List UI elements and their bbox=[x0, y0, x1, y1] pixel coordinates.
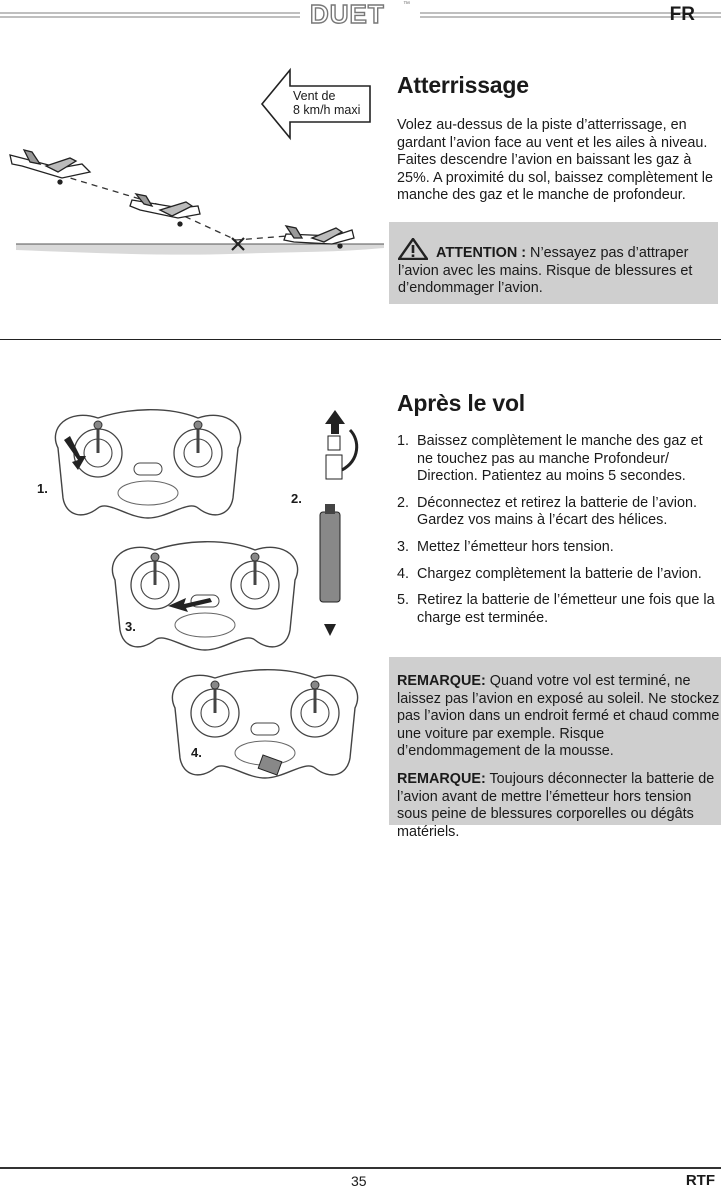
page-number: 35 bbox=[351, 1173, 367, 1189]
list-item: 2. Déconnectez et retirez la batterie de l’avion. Gardez vos mains à l’écart des hélices. bbox=[397, 494, 697, 529]
section-title-after-flight: Après le vol bbox=[397, 390, 525, 416]
svg-text:DUET: DUET bbox=[310, 0, 385, 28]
list-item: 3. Mettez l’émetteur hors tension. bbox=[397, 538, 614, 555]
note-box bbox=[389, 657, 721, 840]
wind-label-line2: 8 km/h maxi bbox=[293, 103, 361, 117]
plane-icon bbox=[130, 194, 200, 226]
note-2: REMARQUE: Toujours déconnecter la batterie de l’avion avant de mettre l’émetteur hors tension sous peine de blessures corporelles ou dégâts matériels. bbox=[397, 770, 715, 840]
footer-rule bbox=[0, 1167, 721, 1169]
warning-text: N’essayez pas d’attraper l’avion avec les mains. Risque de blessures et d’endommager l’avion. bbox=[398, 245, 693, 297]
transmitter-icon bbox=[55, 410, 240, 518]
figure-label-4: 4. bbox=[191, 745, 202, 760]
duet-logo-icon bbox=[306, 0, 414, 28]
list-item: 1. Baissez complètement le manche des gaz et ne touchez pas au manche Profondeur/ Direction. Patientez au moins 5 secondes. bbox=[397, 433, 703, 485]
transmitter-icon bbox=[112, 542, 297, 650]
plane-icon bbox=[10, 150, 90, 184]
landing-body: Volez au-dessus de la piste d’atterrissage, en gardant l’avion face au vent et les ailes à niveau. Faites descendre l’avion en baissant les gaz à 25%. A proximité du sol, baissez complètement le manche des gaz et le manche de profondeur. bbox=[397, 117, 713, 204]
trademark: ™ bbox=[403, 1, 410, 8]
product-code: RTF bbox=[685, 1172, 715, 1189]
warning-box bbox=[389, 222, 718, 304]
steps-list bbox=[397, 433, 719, 636]
language-tag: FR bbox=[669, 4, 695, 25]
list-item: 4. Chargez complètement la batterie de l’avion. bbox=[397, 565, 702, 582]
section-title-landing: Atterrissage bbox=[397, 72, 529, 98]
after-flight-illustration bbox=[30, 400, 380, 820]
note-1: REMARQUE: Quand votre vol est terminé, ne laissez pas l’avion en exposé au soleil. Ne stockez pas l’avion dans un endroit fermé et chaud comme une voiture par exemple. Risque d’endommagement de la mousse. bbox=[397, 673, 720, 760]
figure-label-1: 1. bbox=[37, 481, 48, 496]
warning-label: ATTENTION : bbox=[436, 245, 527, 261]
wind-label-line1: Vent de bbox=[293, 89, 336, 103]
wind-label bbox=[293, 89, 360, 117]
brand-logo bbox=[306, 0, 414, 28]
warning-triangle-icon bbox=[398, 238, 428, 260]
list-item: 5. Retirez la batterie de l’émetteur une fois que la charge est terminée. bbox=[397, 592, 715, 626]
section-divider bbox=[0, 339, 721, 340]
figure-label-2: 2. bbox=[291, 491, 302, 506]
figure-label-3: 3. bbox=[125, 619, 136, 634]
